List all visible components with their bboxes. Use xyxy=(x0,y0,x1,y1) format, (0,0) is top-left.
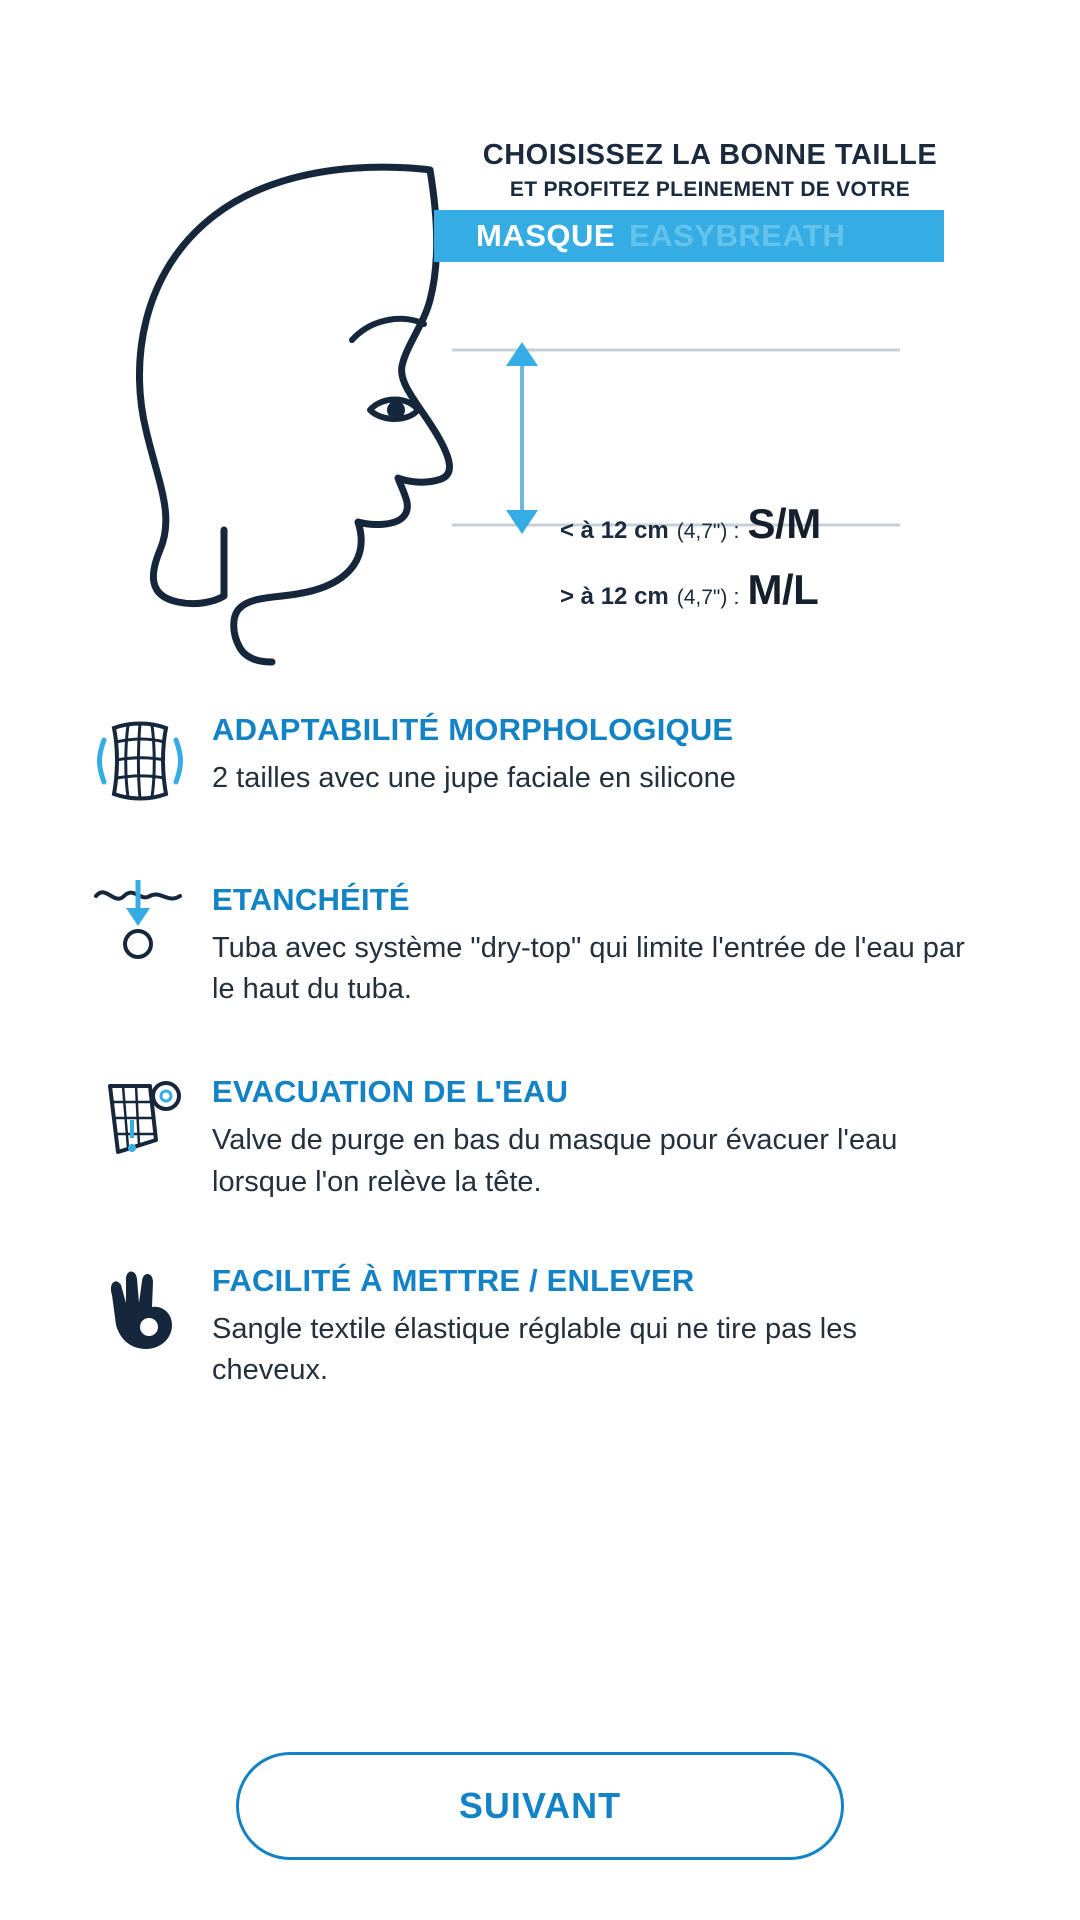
hero-band-word: MASQUE xyxy=(476,218,616,253)
purge-valve-icon xyxy=(90,1072,186,1168)
size-measure-inch: (4,7") xyxy=(676,586,728,609)
feature-title: ADAPTABILITÉ MORPHOLOGIQUE xyxy=(212,712,734,747)
feature-description: 2 tailles avec une jupe faciale en silicone xyxy=(212,762,736,794)
size-measure-inch: (4,7") xyxy=(676,520,728,543)
feature-description: Valve de purge en bas du masque pour évacuer l'eau lorsque l'on relève la tête. xyxy=(212,1124,898,1198)
list-item xyxy=(0,1072,1080,1202)
hero-title-line2: ET PROFITEZ PLEINEMENT DE VOTRE xyxy=(509,177,911,201)
hero-title-block xyxy=(470,140,950,202)
feature-body xyxy=(186,710,736,799)
feature-body xyxy=(186,872,972,1010)
size-row xyxy=(560,500,920,548)
feature-description: Tuba avec système "dry-top" qui limite l'entrée de l'eau par le haut du tuba. xyxy=(212,932,965,1006)
size-measure: > à 12 cm xyxy=(560,583,669,610)
list-item xyxy=(0,1261,1080,1391)
size-separator: : xyxy=(733,518,740,543)
next-button[interactable]: SUIVANT xyxy=(236,1752,844,1860)
list-item xyxy=(0,872,1080,1010)
hero-band-brand: EASYBREATH xyxy=(629,218,846,253)
size-measure: < à 12 cm xyxy=(560,517,669,544)
feature-title: FACILITÉ À METTRE / ENLEVER xyxy=(212,1262,695,1298)
ok-hand-icon xyxy=(90,1261,186,1357)
feature-title: ETANCHÉITÉ xyxy=(212,882,410,917)
list-item xyxy=(0,710,1080,806)
footer xyxy=(0,1752,1080,1860)
hero-title-line1: CHOISISSEZ LA BONNE TAILLE xyxy=(482,139,938,171)
size-label: M/L xyxy=(747,566,819,613)
size-label: S/M xyxy=(747,500,821,547)
size-guide-hero xyxy=(0,0,1080,660)
size-chart xyxy=(560,500,920,632)
feature-body xyxy=(186,1072,972,1202)
hero-brand-band xyxy=(434,210,944,262)
feature-description: Sangle textile élastique réglable qui ne tire pas les cheveux. xyxy=(212,1312,857,1386)
feature-list xyxy=(0,710,1080,1435)
size-separator: : xyxy=(733,584,740,609)
feature-title: EVACUATION DE L'EAU xyxy=(212,1074,569,1110)
dry-top-water-icon xyxy=(90,872,186,968)
mask-grid-icon xyxy=(90,710,186,806)
feature-body xyxy=(186,1261,972,1391)
size-row xyxy=(560,566,920,614)
